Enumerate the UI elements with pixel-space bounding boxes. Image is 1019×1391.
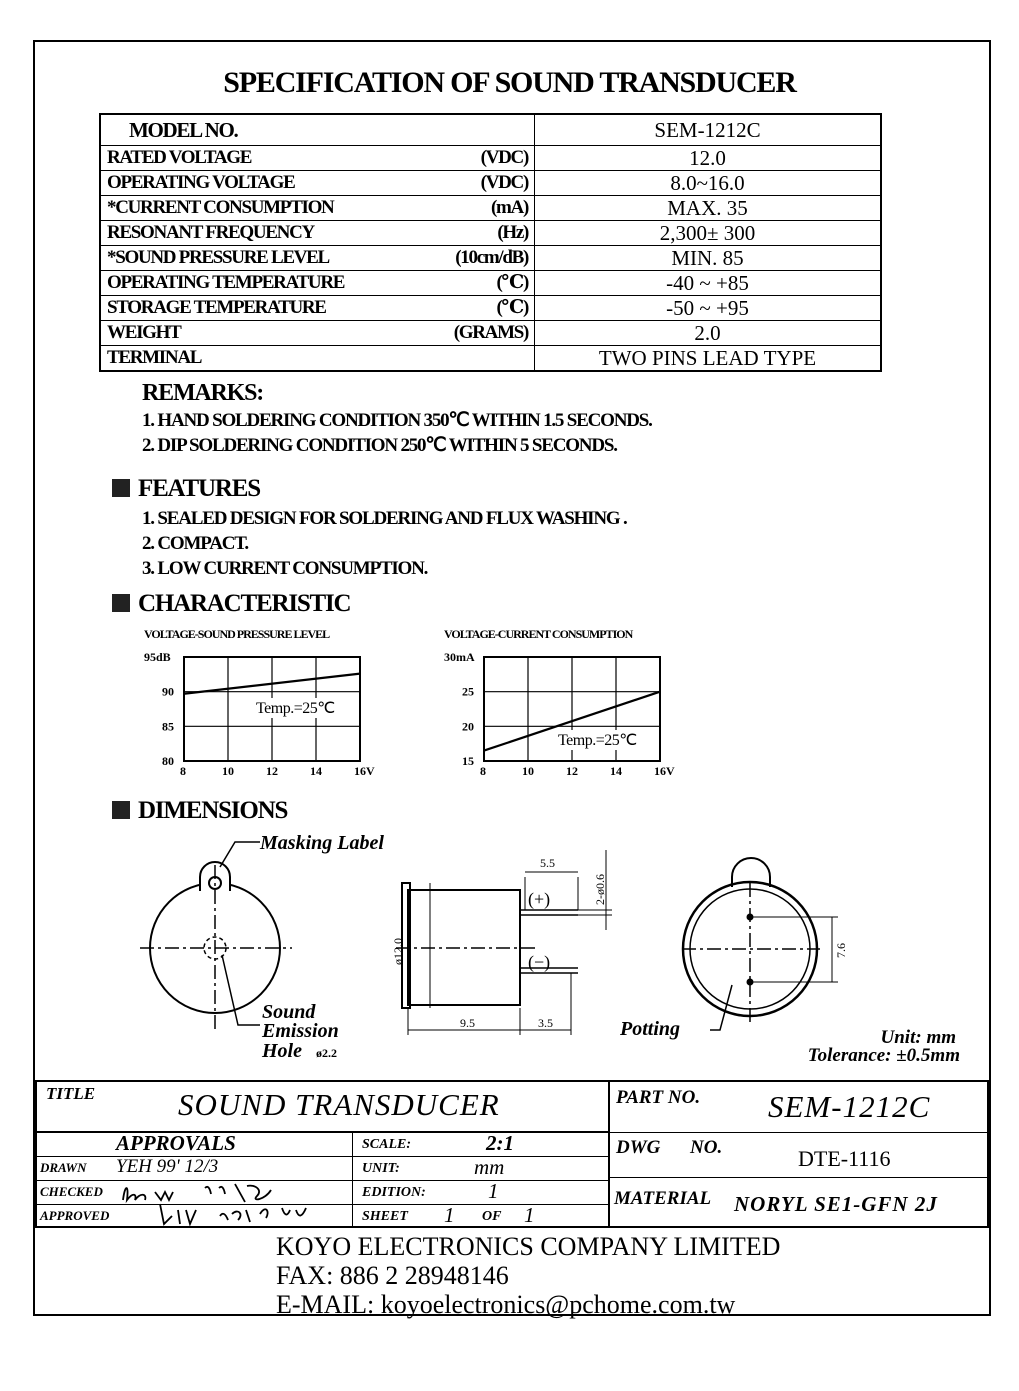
dim-3-5: 3.5 bbox=[538, 1016, 553, 1030]
side-view bbox=[396, 850, 612, 1035]
checked-label: CHECKED bbox=[40, 1184, 103, 1199]
emission-label: Emission bbox=[262, 1020, 339, 1042]
dim-5-5: 5.5 bbox=[540, 856, 555, 870]
remarks-heading: REMARKS: bbox=[142, 380, 264, 406]
company-fax: FAX: 886 2 28948146 bbox=[276, 1261, 509, 1290]
rear-view bbox=[682, 858, 838, 1030]
spec-param: STORAGE TEMPERATURE bbox=[100, 296, 392, 321]
spec-row bbox=[100, 221, 881, 246]
x-tick-label: 10 bbox=[522, 764, 534, 778]
drawn-value: YEH 99' 12/3 bbox=[116, 1156, 219, 1177]
scale-value: 2:1 bbox=[486, 1131, 514, 1155]
plus-label: (+) bbox=[528, 889, 551, 909]
tolerance-note: Tolerance: ±0.5mm bbox=[807, 1045, 960, 1066]
approved-signature bbox=[150, 1200, 330, 1228]
spec-param: OPERATING VOLTAGE bbox=[100, 171, 392, 196]
spec-value: -40 ~ +85 bbox=[535, 271, 882, 296]
material-value: NORYL SE1-GFN 2J bbox=[734, 1192, 938, 1216]
drawn-label: DRAWN bbox=[40, 1160, 87, 1175]
y-tick-label: 20 bbox=[462, 719, 474, 734]
spec-value: 12.0 bbox=[535, 146, 882, 171]
unit-note: Unit: mm bbox=[880, 1027, 956, 1048]
spec-unit: (10cm/dB) bbox=[392, 246, 535, 271]
spec-unit: (Hz) bbox=[392, 221, 535, 246]
approvals-label: APPROVALS bbox=[116, 1131, 236, 1155]
material-label: MATERIAL bbox=[614, 1188, 712, 1209]
spec-unit: (VDC) bbox=[392, 146, 535, 171]
title-label: TITLE bbox=[46, 1084, 96, 1103]
dim-7-6: 7.6 bbox=[834, 943, 848, 958]
y-tick-label: 80 bbox=[162, 754, 174, 768]
spec-row bbox=[100, 146, 881, 171]
of-label: OF bbox=[482, 1209, 502, 1224]
spec-param: RATED VOLTAGE bbox=[100, 146, 392, 171]
y-tick-label: 85 bbox=[162, 719, 174, 734]
temp-annotation: Temp.=25℃ bbox=[256, 700, 335, 717]
spec-value: 2.0 bbox=[535, 321, 882, 346]
spec-value: MAX. 35 bbox=[535, 196, 882, 221]
masking-label: Masking Label bbox=[260, 832, 384, 854]
spec-row bbox=[100, 271, 881, 296]
dim-pin: 2-ø0.6 bbox=[593, 874, 607, 905]
spec-param: OPERATING TEMPERATURE bbox=[100, 271, 392, 296]
spec-table bbox=[99, 113, 882, 372]
scale-label: SCALE: bbox=[362, 1137, 412, 1152]
remark-item: 2. DIP SOLDERING CONDITION 250℃ WITHIN 5 SECONDS. bbox=[142, 435, 617, 456]
spec-row bbox=[100, 246, 881, 271]
x-tick-label: 8 bbox=[180, 764, 186, 778]
spec-header-row bbox=[100, 114, 881, 146]
edition-label: EDITION: bbox=[362, 1185, 426, 1200]
potting-label: Potting bbox=[620, 1018, 681, 1040]
spec-param: *SOUND PRESSURE LEVEL bbox=[100, 246, 392, 271]
spec-row bbox=[100, 346, 881, 372]
edition-value: 1 bbox=[488, 1179, 499, 1203]
features-list bbox=[142, 506, 627, 581]
chart-title: VOLTAGE-SOUND PRESSURE LEVEL bbox=[144, 627, 330, 641]
y-tick-label: 30mA bbox=[444, 650, 475, 664]
spec-unit bbox=[392, 346, 535, 372]
spec-unit: (℃) bbox=[392, 296, 535, 321]
hole-label: Hole bbox=[262, 1040, 302, 1062]
minus-label: (−) bbox=[528, 952, 551, 972]
dwg-value: DTE-1116 bbox=[798, 1146, 891, 1171]
x-tick-label: 12 bbox=[566, 764, 578, 778]
features-heading bbox=[112, 475, 260, 503]
part-no-label: PART NO. bbox=[616, 1087, 701, 1108]
chart-title: VOLTAGE-CURRENT CONSUMPTION bbox=[444, 627, 633, 641]
bullet-square-icon bbox=[112, 801, 130, 819]
x-tick-label: 10 bbox=[222, 764, 234, 778]
chart-current bbox=[440, 625, 700, 785]
spec-param: WEIGHT bbox=[100, 321, 392, 346]
spec-param: *CURRENT CONSUMPTION bbox=[100, 196, 392, 221]
x-tick-label: 16V bbox=[654, 764, 675, 778]
spec-unit: (℃) bbox=[392, 271, 535, 296]
dimension-drawings bbox=[120, 825, 980, 1075]
spec-value: 8.0~16.0 bbox=[535, 171, 882, 196]
spec-row bbox=[100, 296, 881, 321]
y-tick-label: 95dB bbox=[144, 650, 171, 664]
spec-param: TERMINAL bbox=[100, 346, 392, 372]
hole-dim: ø2.2 bbox=[316, 1046, 337, 1060]
x-tick-label: 16V bbox=[354, 764, 375, 778]
title-value: SOUND TRANSDUCER bbox=[178, 1087, 500, 1122]
spec-row bbox=[100, 196, 881, 221]
sheet-value: 1 bbox=[444, 1203, 455, 1227]
spec-value: -50 ~ +95 bbox=[535, 296, 882, 321]
document-title: SPECIFICATION OF SOUND TRANSDUCER bbox=[223, 66, 796, 99]
spec-value: TWO PINS LEAD TYPE bbox=[535, 346, 882, 372]
company-block bbox=[276, 1232, 780, 1319]
characteristic-heading bbox=[112, 590, 350, 618]
feature-item: 1. SEALED DESIGN FOR SOLDERING AND FLUX WASHING . bbox=[142, 508, 627, 529]
bullet-square-icon bbox=[112, 479, 130, 497]
part-no-value: SEM-1212C bbox=[768, 1089, 931, 1124]
chart-spl bbox=[140, 625, 400, 785]
company-email: E-MAIL: koyoelectronics@pchome.com.tw bbox=[276, 1290, 736, 1319]
spec-value: 2,300± 300 bbox=[535, 221, 882, 246]
company-name: KOYO ELECTRONICS COMPANY LIMITED bbox=[276, 1232, 781, 1261]
dim-9-5: 9.5 bbox=[460, 1016, 475, 1030]
y-tick-label: 90 bbox=[162, 684, 174, 699]
bullet-square-icon bbox=[112, 594, 130, 612]
feature-item: 2. COMPACT. bbox=[142, 533, 248, 554]
x-tick-label: 14 bbox=[610, 764, 622, 778]
feature-item: 3. LOW CURRENT CONSUMPTION. bbox=[142, 558, 428, 579]
unit-label: UNIT: bbox=[362, 1161, 400, 1176]
unit-value: mm bbox=[474, 1155, 505, 1179]
y-tick-label: 25 bbox=[462, 684, 474, 699]
spec-row bbox=[100, 321, 881, 346]
spec-unit: (mA) bbox=[392, 196, 535, 221]
dwg-label: DWG bbox=[616, 1137, 661, 1158]
sound-label: Sound bbox=[262, 1001, 316, 1023]
characteristic-heading-text: CHARACTERISTIC bbox=[138, 590, 351, 617]
model-value: SEM-1212C bbox=[535, 114, 882, 146]
x-tick-label: 8 bbox=[480, 764, 486, 778]
x-tick-label: 12 bbox=[266, 764, 278, 778]
approved-label: APPROVED bbox=[40, 1208, 110, 1223]
spec-value: MIN. 85 bbox=[535, 246, 882, 271]
dimensions-heading-text: DIMENSIONS bbox=[138, 797, 288, 824]
features-heading-text: FEATURES bbox=[138, 475, 260, 502]
y-tick-label: 15 bbox=[462, 754, 474, 768]
temp-annotation: Temp.=25℃ bbox=[558, 732, 637, 749]
dwg-no-label: NO. bbox=[690, 1137, 723, 1158]
remarks-list bbox=[142, 408, 652, 458]
dimensions-heading bbox=[112, 797, 287, 825]
model-label: MODEL NO. bbox=[100, 114, 535, 146]
spec-unit: (VDC) bbox=[392, 171, 535, 196]
sheet-label: SHEET bbox=[362, 1209, 408, 1224]
remark-item: 1. HAND SOLDERING CONDITION 350℃ WITHIN 1.5 SECONDS. bbox=[142, 410, 652, 431]
dim-diameter: ø12.0 bbox=[391, 938, 405, 965]
spec-unit: (GRAMS) bbox=[392, 321, 535, 346]
of-value: 1 bbox=[524, 1203, 535, 1227]
spec-row bbox=[100, 171, 881, 196]
x-tick-label: 14 bbox=[310, 764, 322, 778]
spec-param: RESONANT FREQUENCY bbox=[100, 221, 392, 246]
